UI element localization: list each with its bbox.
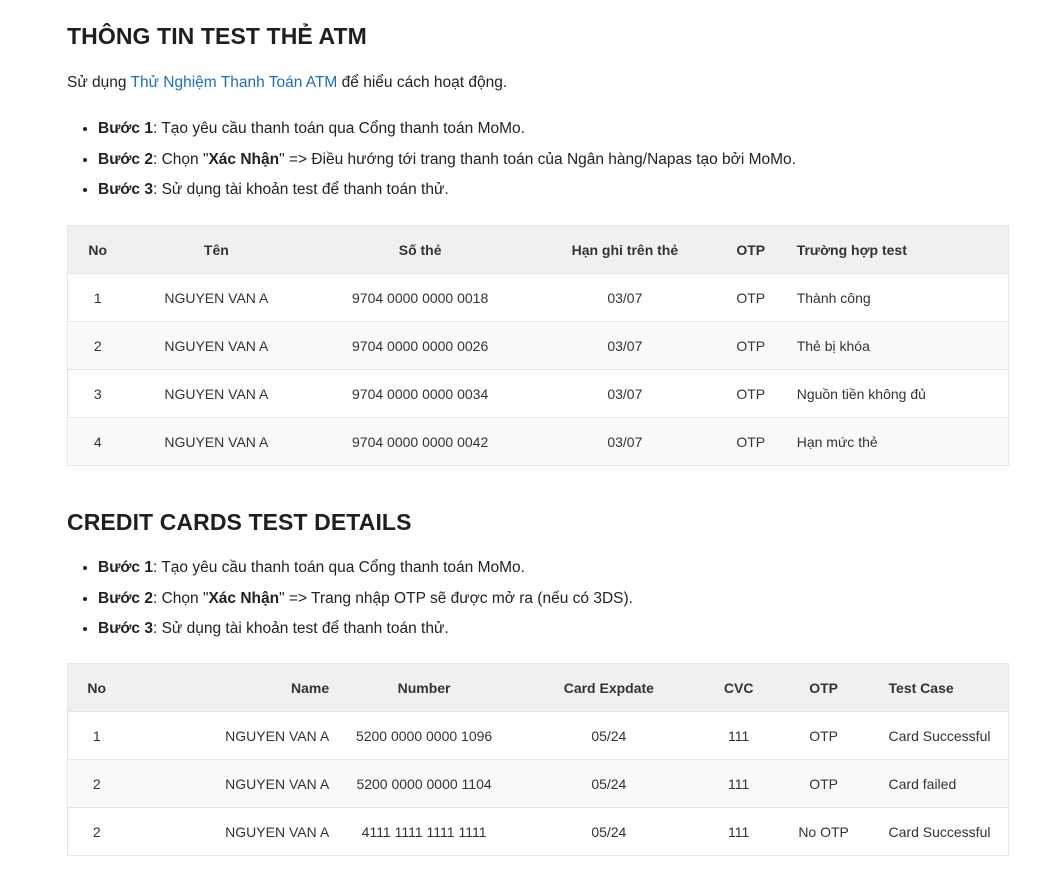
cell-name: NGUYEN VAN A [125, 712, 339, 760]
cell-card-number: 5200 0000 0000 1104 [339, 760, 509, 808]
cell-expdate: 05/24 [509, 760, 709, 808]
step-item [98, 175, 796, 206]
cell-no: 2 [68, 760, 126, 808]
col-header: Number [339, 664, 509, 712]
cell-test-case: Thẻ bị khóa [787, 322, 1009, 370]
cell-test-case: Card Successful [879, 808, 1009, 856]
cell-otp: OTP [769, 712, 879, 760]
cell-cvc: 111 [709, 760, 769, 808]
cell-name: NGUYEN VAN A [125, 760, 339, 808]
step-bold-text: Xác Nhận [208, 150, 280, 168]
cell-no: 1 [68, 274, 128, 322]
cell-expiry: 03/07 [535, 274, 715, 322]
step-item [98, 584, 633, 615]
step-label: Bước 3 [98, 181, 153, 198]
table-header-row [68, 226, 1009, 274]
step-item [98, 553, 633, 584]
step-item [98, 145, 796, 176]
cell-name: NGUYEN VAN A [127, 370, 305, 418]
cell-card-number: 9704 0000 0000 0018 [305, 274, 535, 322]
table-row [68, 322, 1009, 370]
cell-no: 2 [68, 322, 128, 370]
atm-intro [67, 74, 507, 92]
cell-name: NGUYEN VAN A [125, 808, 339, 856]
intro-suffix: để hiểu cách hoạt động. [337, 74, 508, 91]
cell-expdate: 05/24 [509, 808, 709, 856]
step-item [98, 114, 796, 145]
intro-prefix: Sử dụng [67, 74, 131, 91]
cell-card-number: 4111 1111 1111 1111 [339, 808, 509, 856]
cell-otp: OTP [715, 274, 787, 322]
cell-cvc: 111 [709, 808, 769, 856]
cell-name: NGUYEN VAN A [127, 418, 305, 466]
step-label: Bước 1 [98, 120, 153, 137]
cell-expiry: 03/07 [535, 322, 715, 370]
col-header: OTP [715, 226, 787, 274]
step-item [98, 614, 633, 645]
cell-card-number: 9704 0000 0000 0042 [305, 418, 535, 466]
step-label: Bước 3 [98, 620, 153, 637]
cell-no: 4 [68, 418, 128, 466]
cell-expiry: 03/07 [535, 418, 715, 466]
col-header: Trường hợp test [787, 226, 1009, 274]
step-text: : Tạo yêu cầu thanh toán qua Cổng thanh toán MoMo. [152, 120, 525, 137]
table-row [68, 808, 1009, 856]
cell-card-number: 9704 0000 0000 0034 [305, 370, 535, 418]
cell-card-number: 5200 0000 0000 1096 [339, 712, 509, 760]
cell-test-case: Thành công [787, 274, 1009, 322]
atm-steps-list [67, 114, 796, 206]
step-text: : Chọn " [152, 150, 209, 168]
credit-card-section-title: CREDIT CARDS TEST DETAILS [67, 509, 412, 535]
cell-otp: OTP [715, 322, 787, 370]
table-row [68, 418, 1009, 466]
atm-test-link[interactable]: Thử Nghiệm Thanh Toán ATM [130, 74, 338, 91]
cell-test-case: Hạn mức thẻ [787, 418, 1009, 466]
cell-otp: OTP [769, 760, 879, 808]
cell-expiry: 03/07 [535, 370, 715, 418]
col-header: Test Case [879, 664, 1009, 712]
cell-name: NGUYEN VAN A [127, 274, 305, 322]
cell-no: 1 [68, 712, 126, 760]
table-row [68, 712, 1009, 760]
step-text: " => Trang nhập OTP sẽ được mở ra (nếu có 3DS). [279, 589, 633, 607]
table-row [68, 274, 1009, 322]
atm-test-table [67, 225, 1009, 466]
step-label: Bước 1 [98, 559, 153, 576]
cc-steps-list [67, 553, 633, 645]
atm-section-title: THÔNG TIN TEST THẺ ATM [67, 23, 367, 49]
step-label: Bước 2 [98, 589, 153, 607]
cell-otp: No OTP [769, 808, 879, 856]
table-header-row [68, 664, 1009, 712]
cell-test-case: Nguồn tiền không đủ [787, 370, 1009, 418]
step-text: : Chọn " [152, 589, 209, 607]
col-header: No [68, 226, 128, 274]
col-header: CVC [709, 664, 769, 712]
credit-card-test-table [67, 663, 1009, 856]
cell-test-case: Card Successful [879, 712, 1009, 760]
step-bold-text: Xác Nhận [208, 589, 280, 607]
cell-card-number: 9704 0000 0000 0026 [305, 322, 535, 370]
step-label: Bước 2 [98, 150, 153, 168]
cell-expdate: 05/24 [509, 712, 709, 760]
cell-name: NGUYEN VAN A [127, 322, 305, 370]
col-header: Hạn ghi trên thẻ [535, 226, 715, 274]
cell-otp: OTP [715, 418, 787, 466]
col-header: No [68, 664, 126, 712]
step-text: : Tạo yêu cầu thanh toán qua Cổng thanh toán MoMo. [152, 559, 525, 576]
cell-no: 3 [68, 370, 128, 418]
step-text: : Sử dụng tài khoản test để thanh toán thử. [152, 620, 449, 637]
step-text: : Sử dụng tài khoản test để thanh toán thử. [152, 181, 449, 198]
col-header: Số thẻ [305, 226, 535, 274]
col-header: OTP [769, 664, 879, 712]
table-row [68, 370, 1009, 418]
cell-cvc: 111 [709, 712, 769, 760]
col-header: Tên [127, 226, 305, 274]
cell-otp: OTP [715, 370, 787, 418]
cell-test-case: Card failed [879, 760, 1009, 808]
cell-no: 2 [68, 808, 126, 856]
step-text: " => Điều hướng tới trang thanh toán của Ngân hàng/Napas tạo bởi MoMo. [279, 150, 796, 168]
table-row [68, 760, 1009, 808]
col-header: Card Expdate [509, 664, 709, 712]
col-header: Name [125, 664, 339, 712]
